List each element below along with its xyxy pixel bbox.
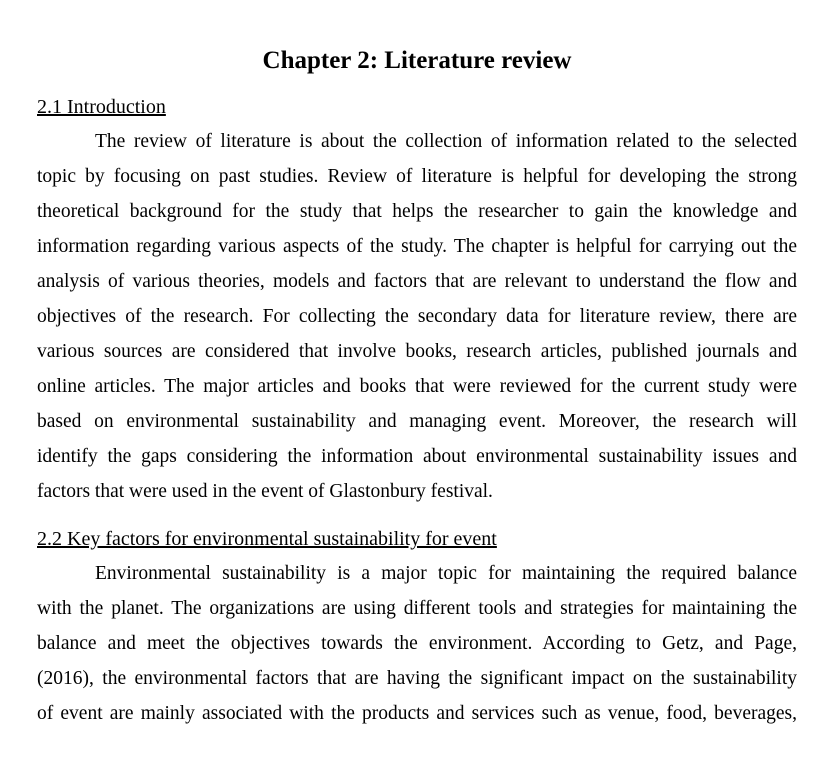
document-page <box>0 46 818 731</box>
text-line: balance and meet the objectives towards the environment. According to Getz, and Page, <box>37 633 797 654</box>
section-key-factors <box>37 526 797 731</box>
section-heading-2-2: 2.2 Key factors for environmental sustainability for event <box>37 528 497 550</box>
text-line: various sources are considered that involve books, research articles, published journals and <box>37 341 797 362</box>
text-line: factors that were used in the event of Glastonbury festival. <box>37 481 493 502</box>
text-line: online articles. The major articles and books that were reviewed for the current study were <box>37 376 797 397</box>
text-line: (2016), the environmental factors that are having the significant impact on the sustainability <box>37 668 797 689</box>
text-line: objectives of the research. For collecting the secondary data for literature review, there are <box>37 306 797 327</box>
section-introduction <box>37 94 797 509</box>
section-heading-2-1: 2.1 Introduction <box>37 96 166 118</box>
paragraph-key-factors <box>37 556 797 731</box>
text-line: analysis of various theories, models and factors that are relevant to understand the flow and <box>37 271 797 292</box>
text-line: based on environmental sustainability and managing event. Moreover, the research will <box>37 411 797 432</box>
text-line: of event are mainly associated with the products and services such as venue, food, beverages, <box>37 703 797 724</box>
chapter-title: Chapter 2: Literature review <box>262 47 572 74</box>
text-line: theoretical background for the study that helps the researcher to gain the knowledge and <box>37 201 797 222</box>
text-line: identify the gaps considering the information about environmental sustainability issues and <box>37 446 797 467</box>
text-line: topic by focusing on past studies. Review of literature is helpful for developing the strong <box>37 166 797 187</box>
text-line: with the planet. The organizations are using different tools and strategies for maintaining the <box>37 598 797 619</box>
text-line: The review of literature is about the collection of information related to the selected <box>95 131 797 152</box>
text-line: Environmental sustainability is a major topic for maintaining the required balance <box>95 563 797 584</box>
text-line: information regarding various aspects of the study. The chapter is helpful for carrying out the <box>37 236 797 257</box>
paragraph-introduction <box>37 124 797 509</box>
